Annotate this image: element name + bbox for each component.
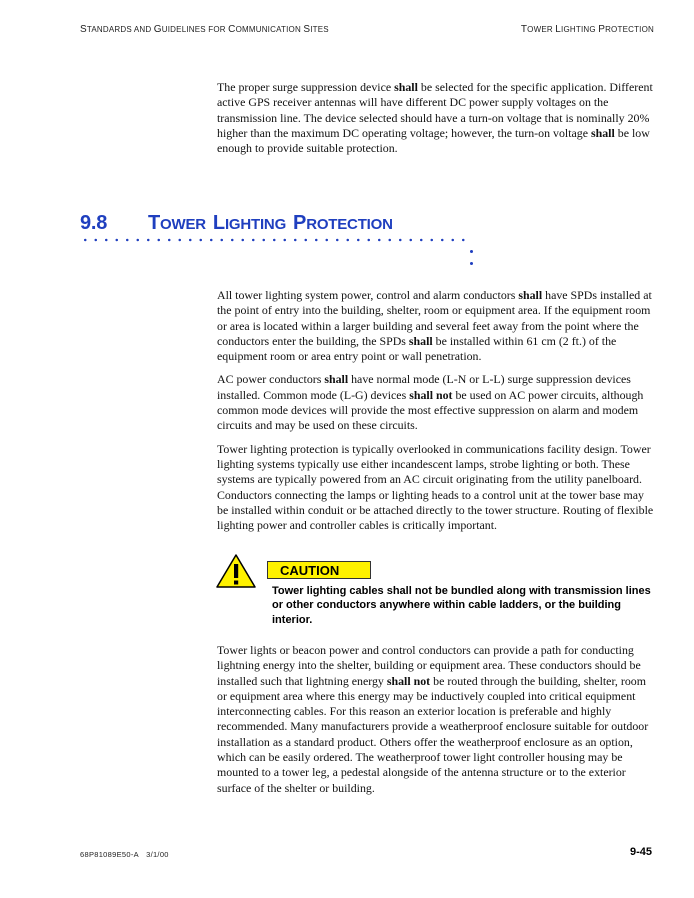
- section-number: 9.8: [80, 212, 108, 234]
- paragraph: All tower lighting system power, control and alarm conductors shall have SPDs installed at the point of entry into the building, shelter, room or equipment area. If the equipment room or area is located within a larger building and several feet away from the point where the conductors enter the building, the SPDs shall be installed within 61 cm (2 ft.) of the equipment room or area entry point or wall penetration.: [217, 288, 652, 364]
- footer-page-number: 9-45: [629, 846, 652, 858]
- caution-label: CAUTION: [267, 561, 371, 579]
- heading-dot: [470, 250, 473, 253]
- paragraph: Tower lighting protection is typically overlooked in communications facility design. Tower lighting systems typically use either incandescent lamps, strobe lighting or both. These systems are typically powered from an AC circuit originating from the utility panelboard. Conductors connecting the lamps or lighting heads to a control unit at the tower base may be installed within conduit or be attached directly to the tower structure. Routing of flexible lighting power and controller cables is critically important.: [217, 441, 654, 533]
- intro-paragraph: The proper surge suppression device shall be selected for the specific application. Different active GPS receiver antennas will have different DC power supply voltages on the transmission line. The device selected should have a turn-on voltage that is nominally 20% higher than the maximum DC operating voltage; however, the turn-on voltage shall be low enough to provide suitable protection.: [217, 80, 653, 156]
- section-body: [217, 288, 657, 541]
- warning-triangle-icon: [215, 553, 257, 589]
- closing-paragraph: Tower lights or beacon power and control conductors can provide a path for conducting lightning energy into the shelter, building or equipment area. These conductors should be installed such that lightning energy shall not be routed through the building, shelter, room or equipment area where this energy may be inductively coupled into critical equipment interconnecting cables. For this reason an exterior location is preferable and highly recommended. Many manufacturers provide a weatherproof enclosure suitable for outdoor installation as a standard product. Others offer the weatherproof enclosure as an option, which can be easily ordered. The weatherproof tower light controller housing may be mounted to a tower leg, a pedestal alongside of the antenna structure or to the exterior surface of the shelter or building.: [217, 643, 649, 795]
- caution-text: Tower lighting cables shall not be bundled along with transmission lines or other conductors anywhere within cable ladders, or the building interior.: [272, 585, 651, 626]
- heading-dot: [470, 262, 473, 265]
- paragraph: AC power conductors shall have normal mode (L-N or L-L) surge suppression devices installed. Common mode (L-G) devices shall not be used on AC power circuits, although common mode devices will provide the most effective suppression on alarm and modem circuits and may be used on these circuits.: [217, 372, 644, 433]
- section-heading: 9.8 TOWER LIGHTING PROTECTION: [80, 212, 393, 234]
- heading-dotted-rule: [80, 238, 470, 242]
- running-header-right: TOWER LIGHTING PROTECTION: [520, 24, 654, 35]
- footer-doc-id: 68P81089E50-A 3/1/00: [80, 850, 169, 859]
- running-header-left: STANDARDS AND GUIDELINES FOR COMMUNICATION SITES: [80, 24, 329, 35]
